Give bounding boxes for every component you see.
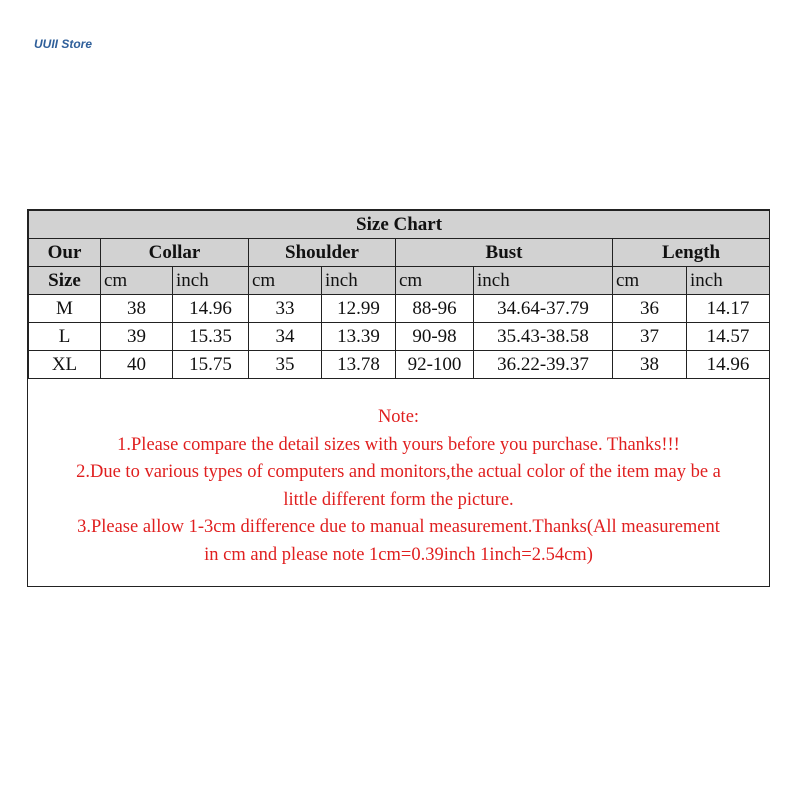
table-cell: 14.96 [687, 351, 770, 379]
table-cell: 35 [249, 351, 322, 379]
unit-header: cm [101, 267, 173, 295]
table-cell: 15.75 [173, 351, 249, 379]
size-cell: L [29, 323, 101, 351]
table-cell: 34 [249, 323, 322, 351]
note-line: in cm and please note 1cm=0.39inch 1inch=2.54cm) [204, 544, 593, 565]
unit-header: inch [173, 267, 249, 295]
unit-header: cm [249, 267, 322, 295]
table-cell: 88-96 [396, 295, 474, 323]
table-row [29, 295, 770, 323]
table-cell: 38 [101, 295, 173, 323]
table-cell: 35.43-38.58 [474, 323, 613, 351]
size-cell: XL [29, 351, 101, 379]
table-cell: 36 [613, 295, 687, 323]
table-cell: 14.96 [173, 295, 249, 323]
unit-header: inch [322, 267, 396, 295]
table-row [29, 323, 770, 351]
group-header-collar: Collar [101, 239, 249, 267]
table-row [29, 351, 770, 379]
note-line: little different form the picture. [283, 489, 514, 510]
table-cell: 92-100 [396, 351, 474, 379]
table-cell: 34.64-37.79 [474, 295, 613, 323]
table-cell: 90-98 [396, 323, 474, 351]
table-cell: 13.39 [322, 323, 396, 351]
table-cell: 13.78 [322, 351, 396, 379]
note-line: 3.Please allow 1-3cm difference due to manual measurement.Thanks(All measurement [77, 517, 720, 537]
table-cell: 15.35 [173, 323, 249, 351]
store-name: UUII Store [34, 37, 93, 51]
table-cell: 37 [613, 323, 687, 351]
unit-header: cm [613, 267, 687, 295]
note-line: 2.Due to various types of computers and monitors,the actual color of the item may be a [76, 462, 721, 482]
group-header-length: Length [613, 239, 770, 267]
unit-header: inch [687, 267, 770, 295]
group-header-bust: Bust [396, 239, 613, 267]
size-cell: M [29, 295, 101, 323]
unit-header: inch [474, 267, 613, 295]
table-cell: 14.57 [687, 323, 770, 351]
group-header-shoulder: Shoulder [249, 239, 396, 267]
note-line: 1.Please compare the detail sizes with yours before you purchase. Thanks!!! [117, 434, 680, 455]
table-title: Size Chart [29, 211, 770, 239]
table-cell: 36.22-39.37 [474, 351, 613, 379]
table-cell: 14.17 [687, 295, 770, 323]
size-chart-table [28, 210, 770, 379]
note-heading: Note: [377, 407, 420, 427]
our-size-label-bottom: Size [29, 267, 101, 295]
table-cell: 39 [101, 323, 173, 351]
size-chart-panel [27, 209, 770, 587]
table-cell: 38 [613, 351, 687, 379]
table-cell: 40 [101, 351, 173, 379]
table-cell: 33 [249, 295, 322, 323]
note-section [28, 404, 769, 569]
unit-header: cm [396, 267, 474, 295]
our-size-label-top: Our [29, 239, 101, 267]
table-cell: 12.99 [322, 295, 396, 323]
